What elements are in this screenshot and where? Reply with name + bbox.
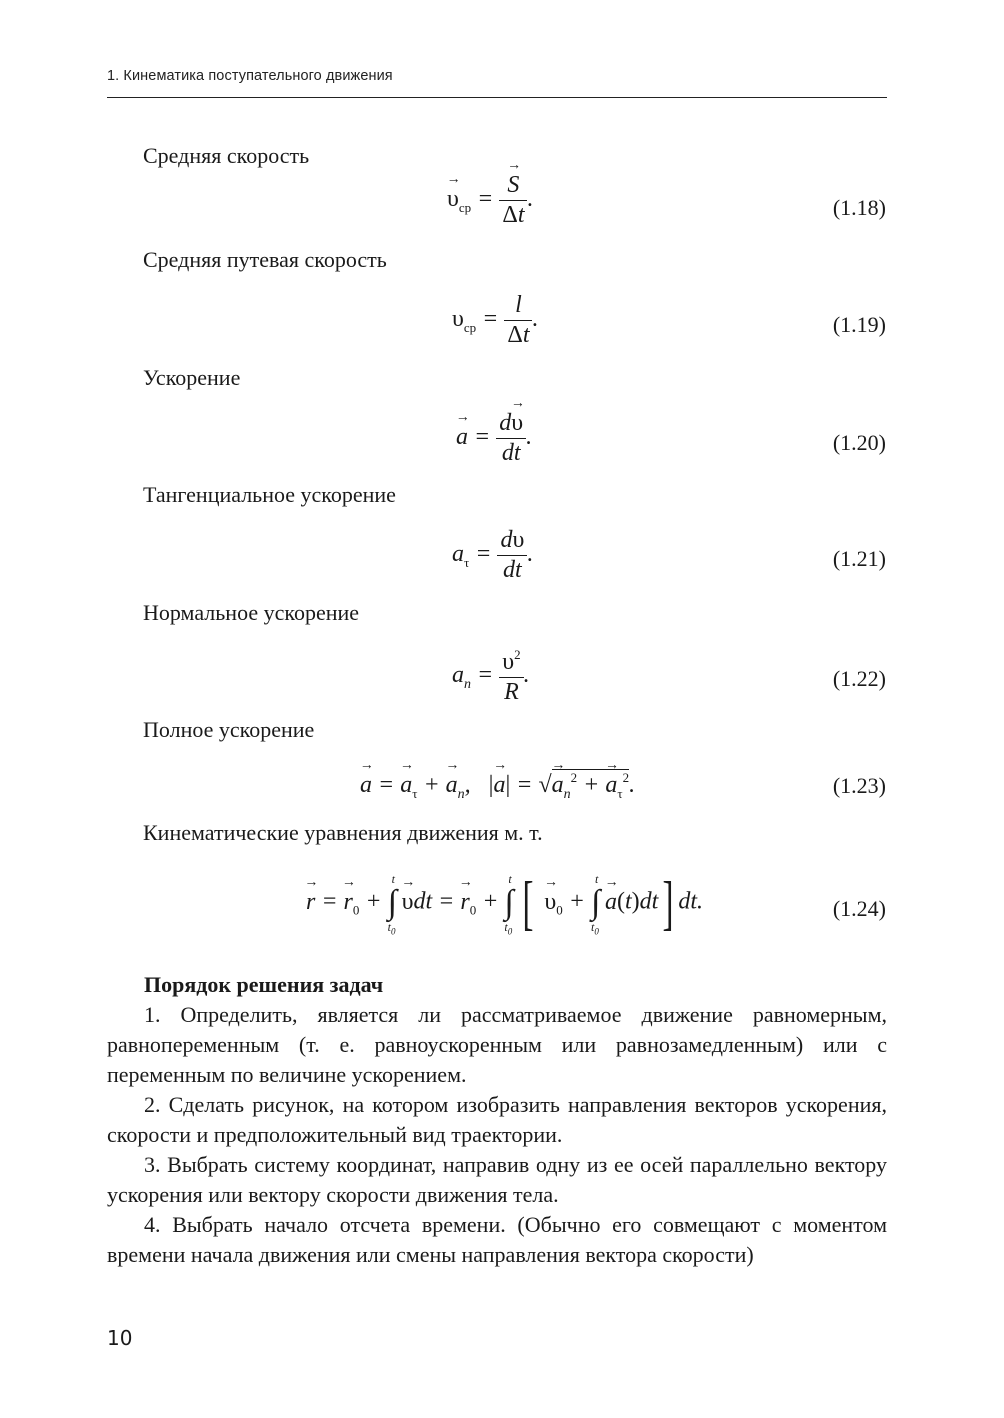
page-number: 10 bbox=[107, 1326, 133, 1350]
equation-number-1-18: (1.18) bbox=[832, 195, 886, 220]
procedure-step-1: 1. Определить, является ли рассматриваемое движение равномерным, равнопеременным (т. е. равноускоренным или равнозамедленным) или с переменным по величине ускорением. bbox=[107, 1002, 887, 1087]
equation-1-18: → $\upsilon_{ср}$ = → $\frac{S}{\Delta t}$ . bbox=[447, 172, 533, 229]
section-heading: Порядок решения задач bbox=[144, 972, 384, 997]
equation-1-24: → r = → $r_0$ + ∫ t $t_0$ → υdt = → $r_0$ + ∫ t $t_0$ [ → $\upsilon_0$ + ∫ t $t_0$ → a(t)dt] dt. bbox=[306, 873, 703, 933]
procedure-step-2: 2. Сделать рисунок, на котором изобразить направления векторов ускорения, скорости и предположительный вид траектории. bbox=[107, 1092, 887, 1147]
label-average-velocity: Средняя скорость bbox=[143, 143, 310, 168]
equation-1-20: → a = $\frac{d\to \upsilon}{dt}$ . bbox=[456, 410, 532, 467]
equation-number-1-20: (1.20) bbox=[832, 430, 886, 455]
procedure-section bbox=[107, 970, 887, 1270]
header-rule bbox=[107, 97, 887, 98]
procedure-step-3: 3. Выбрать систему координат, направив одну из ее осей параллельно вектору ускорения или вектору скорости движения тела. bbox=[107, 1152, 887, 1207]
equation-1-19: $\upsilon_{ср}$ = $\frac{l}{\Delta t}$ . bbox=[452, 292, 539, 348]
equation-number-1-19: (1.19) bbox=[832, 312, 886, 337]
equation-number-1-23: (1.23) bbox=[832, 773, 886, 798]
running-header: 1. Кинематика поступательного движения bbox=[107, 68, 393, 84]
equation-1-22: $a_n$ = $\frac{\upsilon^2}{R}$ . bbox=[452, 647, 530, 705]
label-total-acceleration: Полное ускорение bbox=[143, 717, 315, 742]
equation-number-1-22: (1.22) bbox=[832, 666, 886, 691]
label-tangential-acceleration: Тангенциальное ускорение bbox=[143, 482, 396, 507]
procedure-step-4: 4. Выбрать начало отсчета времени. (Обычно его совмещают с моментом времени начала движения или смены направления вектора скорости) bbox=[107, 1212, 887, 1267]
label-average-path-speed: Средняя путевая скорость bbox=[143, 247, 387, 272]
label-kinematic-equations: Кинематические уравнения движения м. т. bbox=[143, 820, 543, 845]
equation-1-23: → a = → $a_\tau$ + → $a_n$, |→ a| = √→ $a_n^2$ + → $a_\tau^2$. bbox=[360, 770, 635, 803]
equation-number-1-21: (1.21) bbox=[832, 546, 886, 571]
label-normal-acceleration: Нормальное ускорение bbox=[143, 600, 360, 625]
label-acceleration: Ускорение bbox=[143, 365, 241, 390]
equation-number-1-24: (1.24) bbox=[832, 896, 886, 921]
equation-1-21: $a_\tau$ = $\frac{d\upsilon}{dt}$ . bbox=[452, 527, 534, 583]
